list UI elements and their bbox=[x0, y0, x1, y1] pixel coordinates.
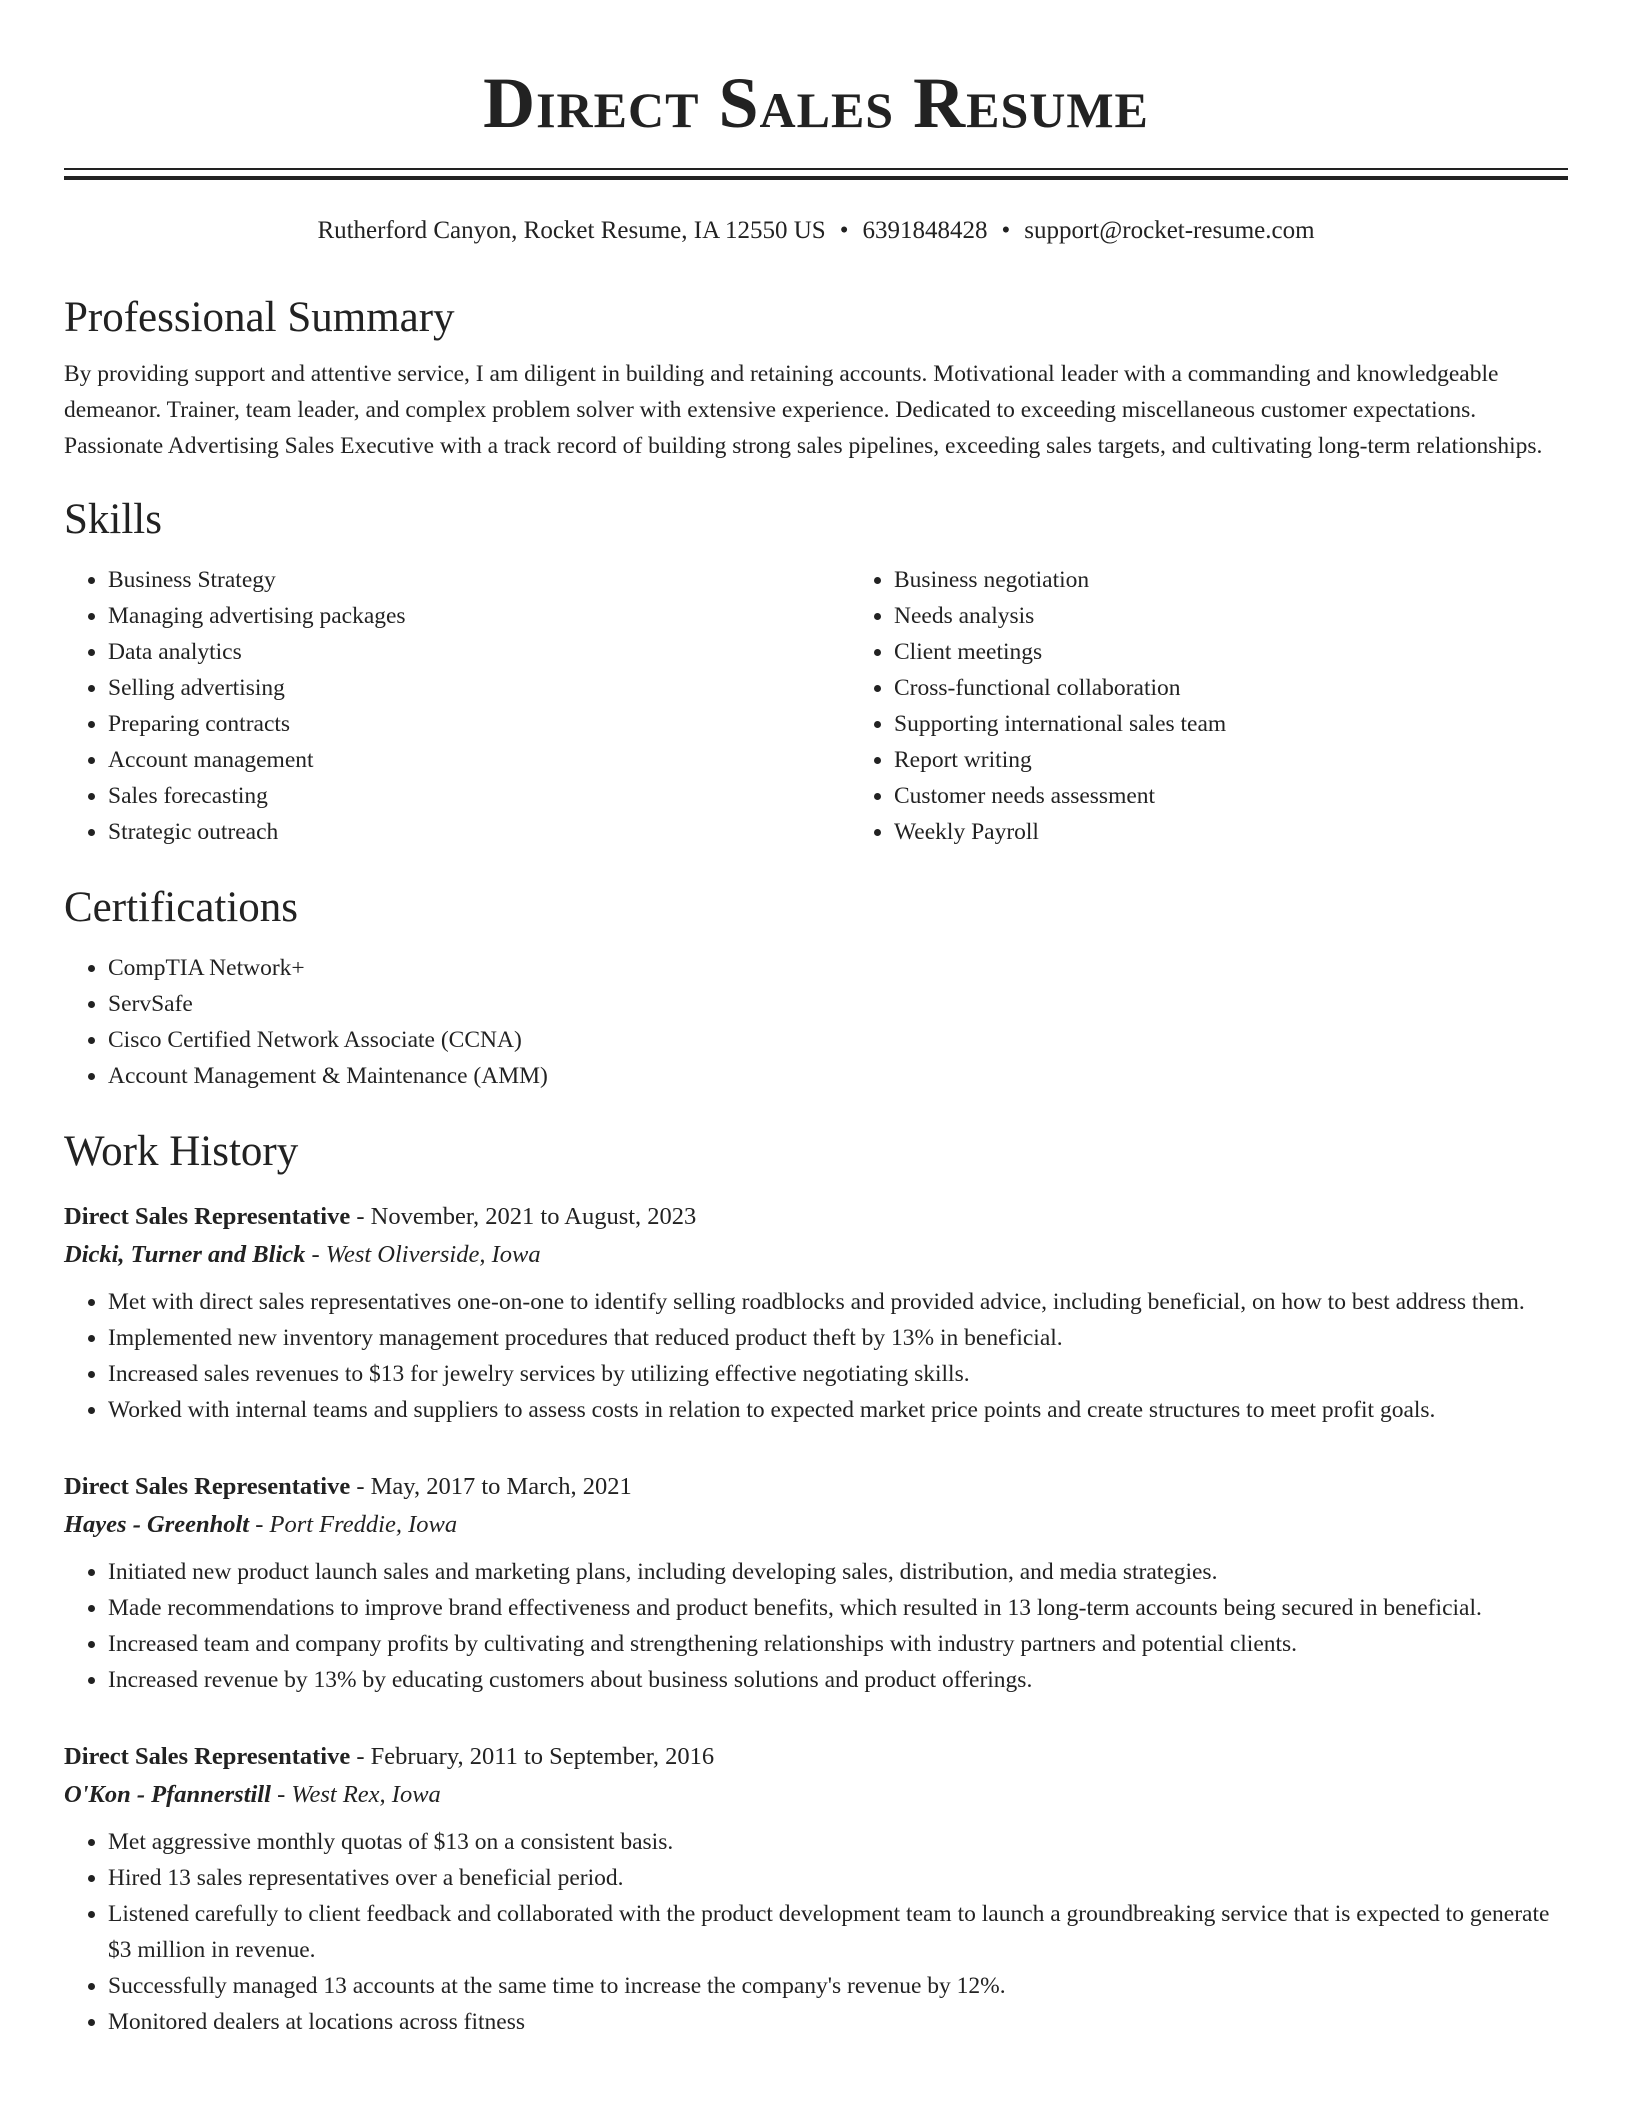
job-bullet: • Met with direct sales representatives one-on-one to identify selling roadblocks and provided advice, including beneficial, on how to best address them. bbox=[108, 1284, 1568, 1320]
job-bullet: • Made recommendations to improve brand effectiveness and product benefits, which resulted in 13 long-term accounts being secured in beneficial. bbox=[108, 1590, 1568, 1626]
certifications-heading: Certifications bbox=[64, 884, 299, 931]
job-title-line bbox=[64, 1468, 1568, 1506]
job-dates: - November, 2021 to August, 2023 bbox=[350, 1203, 697, 1230]
skill-item: • Weekly Payroll bbox=[894, 814, 1226, 850]
job-bullet: • Hired 13 sales representatives over a beneficial period. bbox=[108, 1860, 1568, 1896]
skill-item: • Selling advertising bbox=[108, 670, 850, 706]
job-dates: - May, 2017 to March, 2021 bbox=[350, 1473, 632, 1500]
summary-text: By providing support and attentive service, I am diligent in building and retaining accounts. Motivational leader with a commanding and knowledgeable demeanor. Trainer, team leader, and complex problem solver with extensive experience. Dedicated to exceeding miscellaneous customer expectations. Passionate Advertising Sales Executive with a track record of building strong sales pipelines, exceeding sales targets, and cultivating long-term relationships. bbox=[64, 361, 1543, 459]
job-location: - Port Freddie, Iowa bbox=[249, 1511, 458, 1538]
job-bullet: • Initiated new product launch sales and marketing plans, including developing sales, distribution, and media strategies. bbox=[108, 1554, 1568, 1590]
title-rule-thin bbox=[64, 168, 1568, 170]
work-history-heading: Work History bbox=[64, 1128, 299, 1175]
job-title-line bbox=[64, 1198, 1568, 1236]
job-company-line bbox=[64, 1776, 1568, 1814]
contact-separator: • bbox=[839, 217, 849, 244]
resume-body bbox=[64, 0, 1568, 2035]
job-bullet: • Increased revenue by 13% by educating customers about business solutions and product offerings. bbox=[108, 1662, 1568, 1698]
job-bullet: • Listened carefully to client feedback and collaborated with the product development team to launch a groundbreaking service that is expected to generate $3 million in revenue. bbox=[108, 1896, 1568, 1968]
skill-item: • Supporting international sales team bbox=[894, 706, 1226, 742]
job-title-line bbox=[64, 1738, 1568, 1776]
job-company-line bbox=[64, 1506, 1568, 1544]
job-role: Direct Sales Representative bbox=[64, 1473, 351, 1500]
skill-item: • Report writing bbox=[894, 742, 1226, 778]
contact-email: support@rocket-resume.com bbox=[1024, 217, 1315, 244]
job-bullet: • Monitored dealers at locations across fitness bbox=[108, 2004, 1568, 2040]
job-location: - West Oliverside, Iowa bbox=[305, 1241, 541, 1268]
certification-item: • Cisco Certified Network Associate (CCNA) bbox=[108, 1022, 1568, 1058]
job-bullet: • Met aggressive monthly quotas of $13 on a consistent basis. bbox=[108, 1824, 1568, 1860]
job-bullet: • Implemented new inventory management procedures that reduced product theft by 13% in beneficial. bbox=[108, 1320, 1568, 1356]
certifications-section bbox=[64, 880, 1568, 1094]
skill-item: • Account management bbox=[108, 742, 850, 778]
title-rule-thick bbox=[64, 176, 1568, 180]
job-dates: - February, 2011 to September, 2016 bbox=[350, 1743, 715, 1770]
skills-list-left bbox=[64, 562, 850, 850]
skills-list-right bbox=[850, 562, 1226, 850]
skill-item: • Cross-functional collaboration bbox=[894, 670, 1226, 706]
resume-title: Direct Sales Resume bbox=[483, 63, 1149, 143]
job-bullet: • Increased team and company profits by cultivating and strengthening relationships with industry partners and potential clients. bbox=[108, 1626, 1568, 1662]
contact-phone: 6391848428 bbox=[862, 217, 988, 244]
job-company: O'Kon - Pfannerstill bbox=[64, 1781, 271, 1808]
certification-item: • Account Management & Maintenance (AMM) bbox=[108, 1058, 1568, 1094]
job-role: Direct Sales Representative bbox=[64, 1743, 351, 1770]
job-company-line bbox=[64, 1236, 1568, 1274]
job-entry bbox=[64, 1468, 1568, 1698]
skill-item: • Client meetings bbox=[894, 634, 1226, 670]
job-bullets bbox=[64, 1824, 1568, 2040]
job-entry bbox=[64, 1738, 1568, 2040]
job-bullet: • Increased sales revenues to $13 for jewelry services by utilizing effective negotiating skills. bbox=[108, 1356, 1568, 1392]
work-history-section bbox=[64, 1124, 1568, 2040]
job-location: - West Rex, Iowa bbox=[270, 1781, 441, 1808]
job-company: Hayes - Greenholt bbox=[64, 1511, 250, 1538]
skill-item: • Business Strategy bbox=[108, 562, 850, 598]
skill-item: • Needs analysis bbox=[894, 598, 1226, 634]
job-company: Dicki, Turner and Blick bbox=[64, 1241, 306, 1268]
skills-section bbox=[64, 492, 1568, 850]
contact-separator: • bbox=[1001, 217, 1011, 244]
job-role: Direct Sales Representative bbox=[64, 1203, 351, 1230]
summary-section bbox=[64, 290, 1568, 464]
skill-item: • Strategic outreach bbox=[108, 814, 850, 850]
skill-item: • Data analytics bbox=[108, 634, 850, 670]
summary-heading: Professional Summary bbox=[64, 294, 455, 341]
job-bullet: • Successfully managed 13 accounts at the same time to increase the company's revenue by 12%. bbox=[108, 1968, 1568, 2004]
job-entry bbox=[64, 1198, 1568, 1428]
contact-address: Rutherford Canyon, Rocket Resume, IA 12550 US bbox=[317, 217, 826, 244]
skill-item: • Business negotiation bbox=[894, 562, 1226, 598]
skill-item: • Managing advertising packages bbox=[108, 598, 850, 634]
job-bullets bbox=[64, 1284, 1568, 1428]
skill-item: • Customer needs assessment bbox=[894, 778, 1226, 814]
job-bullets bbox=[64, 1554, 1568, 1698]
contact-line bbox=[64, 214, 1568, 248]
skill-item: • Sales forecasting bbox=[108, 778, 850, 814]
resume-content bbox=[64, 290, 1568, 2040]
job-bullet: • Worked with internal teams and suppliers to assess costs in relation to expected market price points and create structures to meet profit goals. bbox=[108, 1392, 1568, 1428]
certifications-list bbox=[64, 950, 1568, 1094]
skills-heading: Skills bbox=[64, 496, 162, 543]
skill-item: • Preparing contracts bbox=[108, 706, 850, 742]
skills-columns bbox=[64, 562, 1568, 850]
certification-item: • ServSafe bbox=[108, 986, 1568, 1022]
certification-item: • CompTIA Network+ bbox=[108, 950, 1568, 986]
